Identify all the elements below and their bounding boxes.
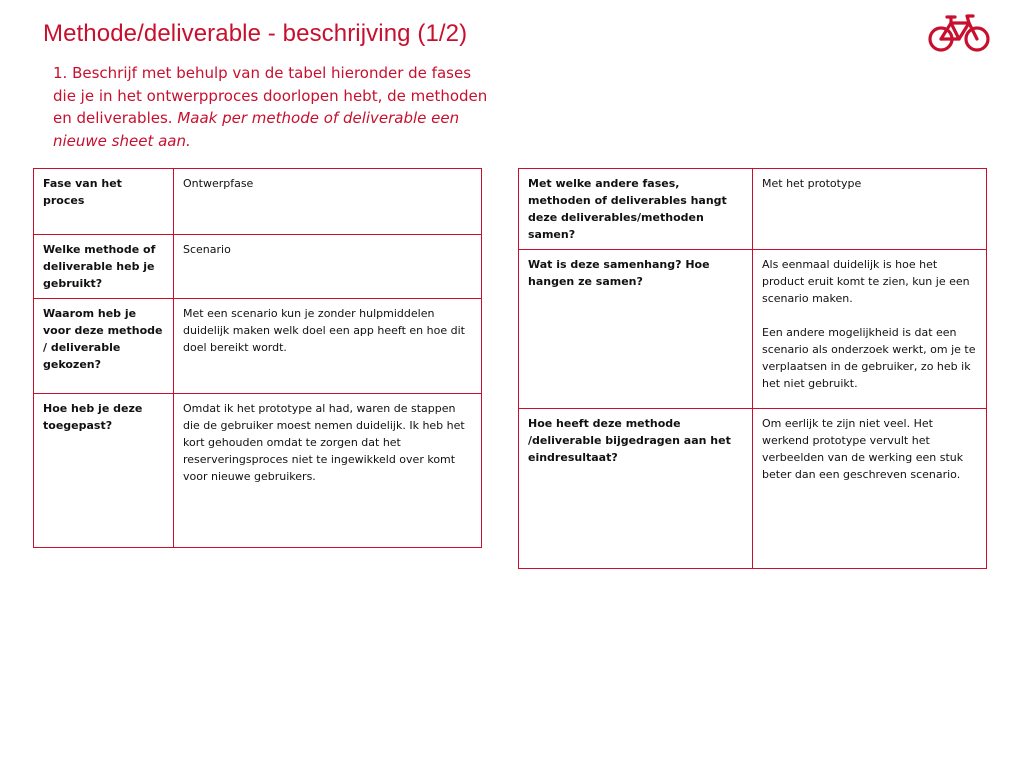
intro-italic-text: Maak per methode of deliverable een nieuwe sheet aan. bbox=[53, 109, 460, 150]
table-row bbox=[519, 169, 987, 250]
row-question: Hoe heb je deze toegepast? bbox=[34, 394, 174, 548]
table-row bbox=[34, 299, 482, 394]
table-row bbox=[519, 409, 987, 569]
slide-title: Methode/deliverable - beschrijving (1/2) bbox=[43, 20, 468, 47]
row-answer-block bbox=[753, 250, 987, 409]
relation-info-table bbox=[518, 168, 987, 569]
row-answer: Ontwerpfase bbox=[174, 169, 482, 235]
bicycle-icon bbox=[927, 13, 991, 53]
method-info-table bbox=[33, 168, 482, 548]
row-answer: Om eerlijk te zijn niet veel. Het werkend prototype vervult het verbeelden van de werking een stuk beter dan een geschreven scenario. bbox=[753, 409, 987, 569]
row-question: Hoe heeft deze methode /deliverable bijgedragen aan het eindresultaat? bbox=[519, 409, 753, 569]
table-row bbox=[34, 235, 482, 299]
row-answer-second: Een andere mogelijkheid is dat een scenario als onderzoek werkt, om je te verplaatsen in de gebruiker, zo heb ik het niet gebruikt. bbox=[762, 326, 976, 390]
intro-instructions bbox=[53, 62, 498, 152]
table-row bbox=[34, 169, 482, 235]
paragraph-spacer bbox=[762, 307, 977, 324]
table-row bbox=[34, 394, 482, 548]
row-question: Fase van het proces bbox=[34, 169, 174, 235]
row-question: Waarom heb je voor deze methode / deliverable gekozen? bbox=[34, 299, 174, 394]
row-answer: Als eenmaal duidelijk is hoe het product eruit komt te zien, kun je een scenario maken. bbox=[762, 258, 970, 305]
row-question: Wat is deze samenhang? Hoe hangen ze samen? bbox=[519, 250, 753, 409]
row-question: Welke methode of deliverable heb je gebruikt? bbox=[34, 235, 174, 299]
row-answer: Met een scenario kun je zonder hulpmiddelen duidelijk maken welk doel een app heeft en hoe dit doel bereikt wordt. bbox=[174, 299, 482, 394]
table-row bbox=[519, 250, 987, 409]
row-answer: Scenario bbox=[174, 235, 482, 299]
row-answer: Met het prototype bbox=[753, 169, 987, 250]
row-answer: Omdat ik het prototype al had, waren de stappen die de gebruiker moest nemen duidelijk. Ik heb het kort gehouden omdat te zorgen dat het reserveringsproces niet te ingewikkeld over komt voor nieuwe gebruikers. bbox=[174, 394, 482, 548]
intro-text: 1. Beschrijf met behulp van de tabel hieronder de fases die je in het ontwerpproces doorlopen hebt, de methoden en deliverables. bbox=[53, 64, 488, 127]
row-question: Met welke andere fases, methoden of deliverables hangt deze deliverables/methoden samen? bbox=[519, 169, 753, 250]
